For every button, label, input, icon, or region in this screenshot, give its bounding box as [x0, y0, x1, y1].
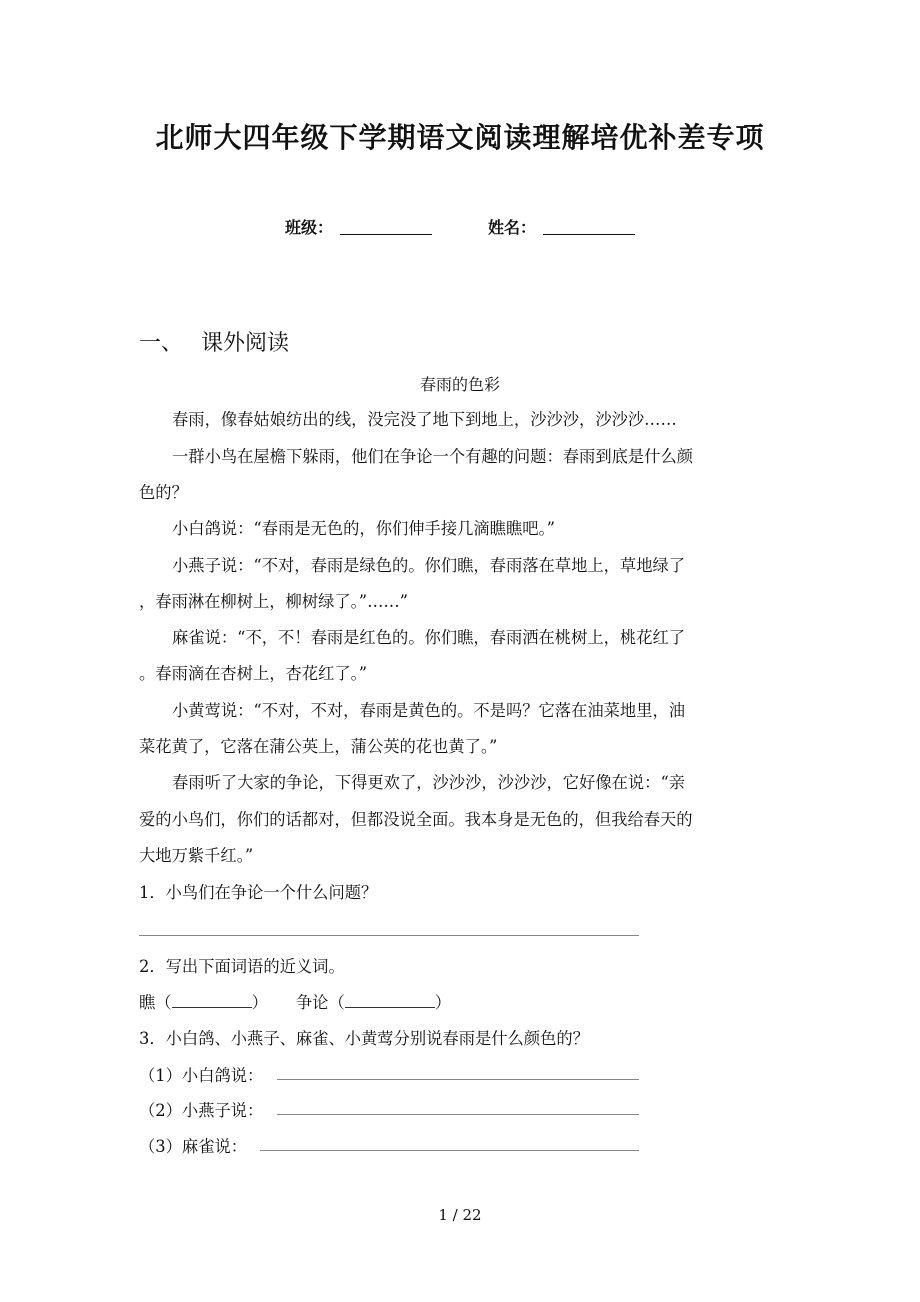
story-line: 麻雀说：“不，不！春雨是红色的。你们瞧，春雨洒在桃树上，桃花红了 [172, 628, 686, 647]
story-line: 小白鸽说：“春雨是无色的，你们伸手接几滴瞧瞧吧。” [172, 519, 555, 538]
section-title: 课外阅读 [201, 331, 290, 356]
section-number: 一、 [139, 331, 184, 356]
question-1: 1．小鸟们在争论一个什么问题？ [139, 883, 378, 902]
answer-line-q1[interactable] [139, 935, 639, 936]
synonym-word-1: 瞧（ [139, 993, 172, 1012]
story-line: 一群小鸟在屋檐下躲雨，他们在争论一个有趣的问题：春雨到底是什么颜 [172, 447, 694, 466]
name-label: 姓名： [488, 218, 537, 237]
synonym-close-2: ） [434, 993, 452, 1012]
answer-line-q3-3[interactable] [260, 1150, 639, 1151]
story-line: 爱的小鸟们，你们的话都对，但都没说全面。我本身是无色的，但我给春天的 [139, 810, 693, 829]
q3-item-3: （3）麻雀说： [139, 1137, 248, 1156]
story-line: 菜花黄了，它落在蒲公英上，蒲公英的花也黄了。” [139, 737, 498, 756]
story-line: 春雨，像春姑娘纺出的线，没完没了地下到地上，沙沙沙，沙沙沙…… [172, 410, 677, 429]
synonym-word-2: 争论（ [295, 993, 345, 1012]
page-number: 1 / 22 [438, 1206, 482, 1224]
synonym-close-1: ） [251, 993, 268, 1012]
story-line: 小燕子说：“不对，春雨是绿色的。你们瞧，春雨落在草地上，草地绿了 [172, 556, 686, 575]
synonym-row [139, 989, 451, 1013]
story-line: 大地万紫千红。” [139, 846, 254, 865]
question-3: 3．小白鸽、小燕子、麻雀、小黄莺分别说春雨是什么颜色的？ [139, 1029, 589, 1048]
story-line: 色的？ [139, 483, 188, 502]
story-line: 。春雨滴在杏树上，杏花红了。” [139, 664, 368, 683]
synonym-blank-2[interactable] [345, 993, 435, 1008]
q3-item-2: （2）小燕子说： [139, 1101, 264, 1120]
document-title: 北师大四年级下学期语文阅读理解培优补差专项 [155, 121, 765, 154]
answer-line-q3-1[interactable] [277, 1079, 639, 1080]
class-blank[interactable] [340, 234, 432, 235]
story-line: ，春雨淋在柳树上，柳树绿了。”……” [139, 592, 409, 611]
class-label: 班级： [285, 218, 334, 237]
question-2: 2．写出下面词语的近义词。 [139, 957, 345, 976]
q3-item-1: （1）小白鸽说： [139, 1066, 264, 1085]
synonym-blank-1[interactable] [172, 993, 252, 1008]
story-title: 春雨的色彩 [419, 375, 500, 394]
answer-line-q3-2[interactable] [277, 1114, 639, 1115]
section-heading [139, 326, 289, 357]
story-line: 小黄莺说：“不对，不对，春雨是黄色的。不是吗？它落在油菜地里，油 [172, 701, 686, 720]
name-blank[interactable] [543, 234, 635, 235]
story-line: 春雨听了大家的争论，下得更欢了，沙沙沙，沙沙沙，它好像在说：“亲 [172, 773, 686, 792]
